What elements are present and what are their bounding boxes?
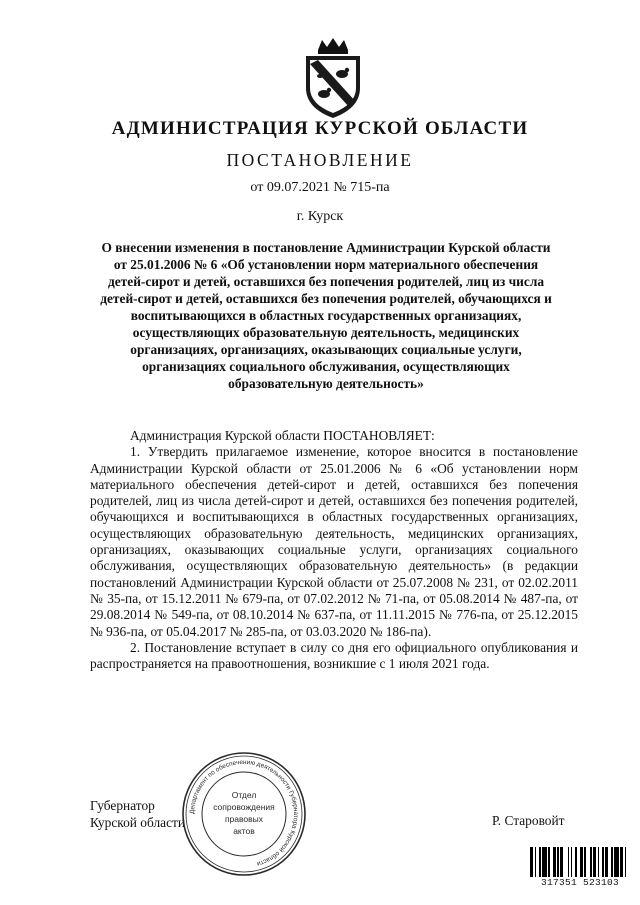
document-subject: О внесении изменения в постановление Администрации Курской области от 25.01.2006 № 6 «Об установлении норм материального обеспечения детей-сирот и детей, оставшихся без попечения родителей, лиц из числа детей-сирот и детей, оставшихся без попечения родителей, обучающихся и воспитывающихся в областных государственных организациях, осуществляющих образовательную деятельность, медицинских организациях, организациях, оказывающих социальные услуги, организациях социального обслуживания, осуществляющих образовательную деятельность»	[100, 240, 552, 391]
org-title: АДМИНИСТРАЦИЯ КУРСКОЙ ОБЛАСТИ	[111, 118, 529, 139]
signatory-name: Р. Старовойт	[492, 813, 565, 828]
document-body	[90, 428, 578, 672]
barcode-number: 317351 523103	[540, 877, 619, 888]
stamp-line-3: правовых	[224, 814, 264, 824]
item-1: 1. Утвердить прилагаемое изменение, которое вносится в постановление Администрации Курской области от 25.01.2006 № 6 «Об установлении норм материального обеспечения детей-сирот и детей, оставшихся без попечения родителей, лиц из числа детей-сирот и детей, оставшихся без попечения родителей, обучающихся и воспитывающихся в областных государственных организациях, осуществляющих образовательную деятельность, медицинских организациях, организациях, оказывающих социальные услуги, организациях социального обслуживания, осуществляющих образовательную деятельность» (в редакции постановлений Администрации Курской области от 25.07.2008 № 231, от 02.02.2011 № 35-па, от 15.12.2011 № 679-па, от 07.02.2012 № 71-па, от 05.08.2014 № 487-па, от 29.08.2014 № 549-па, от 08.10.2014 № 637-па, от 11.11.2015 № 776-па, от 25.12.2015 № 936-па, от 05.04.2017 № 285-па, от 03.03.2020 № 186-па).	[90, 444, 578, 639]
signatory-position-line2: Курской области	[90, 815, 186, 830]
signatory-position-line1: Губернатор	[90, 798, 155, 813]
coat-of-arms-icon	[296, 36, 370, 120]
preamble: Администрация Курской области ПОСТАНОВЛЯЕТ:	[130, 428, 435, 443]
stamp-line-4: актов	[233, 826, 255, 836]
signatory-position	[90, 797, 185, 831]
item-2: 2. Постановление вступает в силу со дня его официального опубликования и распространяется на правоотношения, возникшие с 1 июля 2021 года.	[90, 639, 578, 672]
barcode-icon	[530, 847, 630, 877]
official-stamp	[180, 750, 308, 878]
stamp-line-1: Отдел	[231, 790, 257, 800]
stamp-ring-text: Департамент по обеспечению деятельности Губернатора Курской области	[188, 758, 300, 868]
document-city: г. Курск	[296, 209, 344, 224]
document-date-number: от 09.07.2021 № 715-па	[250, 180, 390, 195]
document-type: ПОСТАНОВЛЕНИЕ	[226, 150, 414, 170]
stamp-line-2: сопровождения	[213, 802, 275, 812]
